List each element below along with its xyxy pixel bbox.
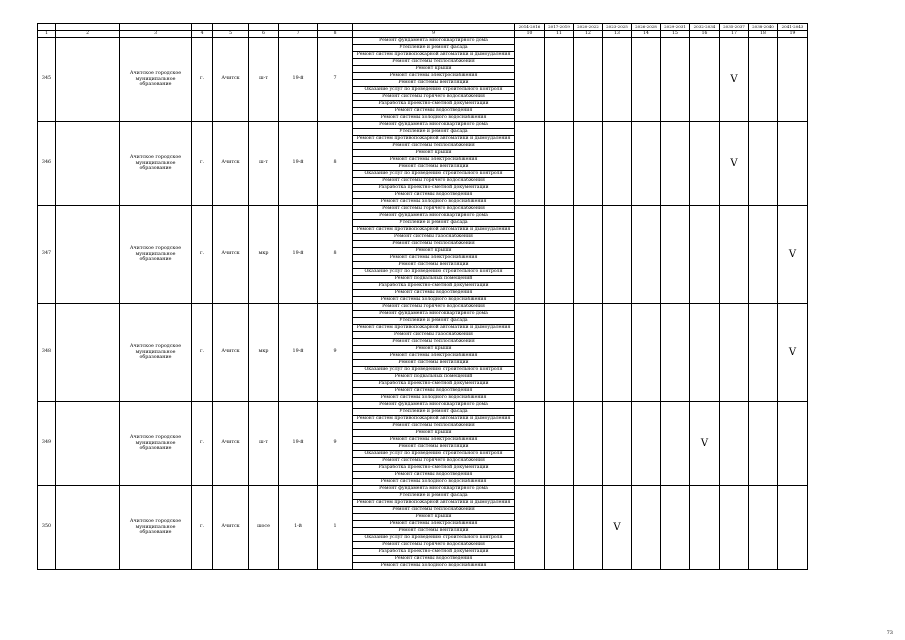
period-cell — [720, 486, 749, 570]
city-name: Ачитск — [213, 402, 249, 486]
work-item: Утепление и ремонт фасада — [353, 129, 515, 136]
period-cell — [545, 304, 574, 402]
work-item: Утепление и ремонт фасада — [353, 220, 515, 227]
settlement-type: г. — [192, 402, 213, 486]
column-8-value: 8 — [318, 206, 353, 304]
column-8-value: 9 — [318, 304, 353, 402]
column-number: 13 — [603, 31, 632, 38]
work-item: Ремонт системы теплоснабжения — [353, 507, 515, 514]
period-cell — [515, 486, 545, 570]
work-item: Утепление и ремонт фасада — [353, 409, 515, 416]
blank-cell — [56, 24, 120, 31]
work-item: Ремонт фундамента многоквартирного дома — [353, 486, 515, 493]
work-item: Утепление и ремонт фасада — [353, 318, 515, 325]
city-name: Ачитск — [213, 122, 249, 206]
municipality-name: Ачитское городское муниципальное образование — [120, 38, 192, 122]
table-row — [38, 402, 808, 409]
period-cell — [632, 206, 661, 304]
house-number: 19-й — [279, 304, 318, 402]
work-item: Ремонт системы электроснабжения — [353, 73, 515, 80]
house-number: 19-й — [279, 122, 318, 206]
blank-cell — [56, 38, 120, 122]
work-item: Ремонт системы теплоснабжения — [353, 241, 515, 248]
column-number: 8 — [318, 31, 353, 38]
period-cell — [778, 486, 808, 570]
municipality-name: Ачитское городское муниципальное образование — [120, 206, 192, 304]
work-item: Ремонт крыши — [353, 150, 515, 157]
period-cell — [574, 122, 603, 206]
period-mark: V — [603, 486, 632, 570]
column-number: 10 — [515, 31, 545, 38]
municipality-name: Ачитское городское муниципальное образование — [120, 486, 192, 570]
period-cell — [545, 206, 574, 304]
period-cell — [749, 38, 778, 122]
work-item: Ремонт системы водоотведения — [353, 388, 515, 395]
work-item: Ремонт системы горячего водоснабжения — [353, 458, 515, 465]
period-cell — [720, 402, 749, 486]
page-number: 73 — [886, 630, 893, 636]
work-item: Ремонт системы электроснабжения — [353, 255, 515, 262]
work-item: Разработка проектно-сметной документации — [353, 381, 515, 388]
settlement-type: г. — [192, 486, 213, 570]
column-number: 5 — [213, 31, 249, 38]
work-item: Ремонт системы холодного водоснабжения — [353, 563, 515, 570]
period-header: 2029-2031 — [661, 24, 690, 31]
street-type: шосе — [249, 486, 279, 570]
column-number: 1 — [38, 31, 56, 38]
period-cell — [690, 304, 720, 402]
work-item: Оказание услуг по проведению строительного контроля — [353, 367, 515, 374]
work-item: Ремонт системы водоотведения — [353, 556, 515, 563]
period-cell — [778, 402, 808, 486]
table-row — [38, 486, 808, 493]
period-cell — [545, 402, 574, 486]
column-number: 18 — [749, 31, 778, 38]
work-item: Ремонт систем противопожарной автоматики и дымоудаления — [353, 52, 515, 59]
work-item: Ремонт подвальных помещений — [353, 276, 515, 283]
work-item: Ремонт фундамента многоквартирного дома — [353, 402, 515, 409]
table-row — [38, 38, 808, 45]
record-number: 345 — [38, 38, 56, 122]
work-item: Ремонт системы теплоснабжения — [353, 339, 515, 346]
street-type: ш-т — [249, 122, 279, 206]
column-8-value: 1 — [318, 486, 353, 570]
period-mark: V — [720, 122, 749, 206]
work-item: Ремонт системы электроснабжения — [353, 157, 515, 164]
period-cell — [574, 38, 603, 122]
work-item: Утепление и ремонт фасада — [353, 493, 515, 500]
period-cell — [749, 486, 778, 570]
period-cell — [720, 206, 749, 304]
period-header: 2017-2019 — [545, 24, 574, 31]
period-mark: V — [778, 304, 808, 402]
blank-cell — [56, 122, 120, 206]
work-item: Утепление и ремонт фасада — [353, 45, 515, 52]
blank-cell — [38, 24, 56, 31]
work-item: Ремонт системы вентиляции — [353, 528, 515, 535]
period-mark: V — [690, 402, 720, 486]
period-cell — [632, 402, 661, 486]
table-row — [38, 206, 808, 213]
city-name: Ачитск — [213, 304, 249, 402]
record-number: 346 — [38, 122, 56, 206]
column-8-value: 8 — [318, 122, 353, 206]
work-item: Ремонт системы горячего водоснабжения — [353, 304, 515, 311]
municipality-name: Ачитское городское муниципальное образование — [120, 402, 192, 486]
period-cell — [603, 402, 632, 486]
table-row — [38, 122, 808, 129]
work-item: Ремонт системы водоотведения — [353, 108, 515, 115]
work-item: Ремонт системы горячего водоснабжения — [353, 94, 515, 101]
work-item: Оказание услуг по проведению строительного контроля — [353, 269, 515, 276]
period-cell — [574, 486, 603, 570]
work-item: Разработка проектно-сметной документации — [353, 101, 515, 108]
work-item: Ремонт системы теплоснабжения — [353, 143, 515, 150]
column-number: 14 — [632, 31, 661, 38]
work-item: Ремонт систем противопожарной автоматики и дымоудаления — [353, 500, 515, 507]
period-mark: V — [720, 38, 749, 122]
period-cell — [545, 38, 574, 122]
period-cell — [603, 206, 632, 304]
period-cell — [720, 304, 749, 402]
work-item: Ремонт подвальных помещений — [353, 374, 515, 381]
work-item: Ремонт системы горячего водоснабжения — [353, 542, 515, 549]
city-name: Ачитск — [213, 38, 249, 122]
work-item: Оказание услуг по проведению строительного контроля — [353, 171, 515, 178]
street-type: мкр — [249, 304, 279, 402]
house-number: 19-й — [279, 402, 318, 486]
period-header: 2014-2016 — [515, 24, 545, 31]
blank-cell — [192, 24, 213, 31]
period-cell — [632, 304, 661, 402]
column-number: 4 — [192, 31, 213, 38]
work-item: Ремонт фундамента многоквартирного дома — [353, 213, 515, 220]
period-cell — [661, 304, 690, 402]
street-type: ш-т — [249, 38, 279, 122]
settlement-type: г. — [192, 38, 213, 122]
period-cell — [515, 402, 545, 486]
work-item: Ремонт системы вентиляции — [353, 80, 515, 87]
blank-cell — [249, 24, 279, 31]
period-cell — [749, 206, 778, 304]
column-number: 12 — [574, 31, 603, 38]
work-item: Ремонт системы газоснабжения — [353, 332, 515, 339]
municipality-name: Ачитское городское муниципальное образование — [120, 122, 192, 206]
column-8-value: 7 — [318, 38, 353, 122]
work-item: Ремонт системы электроснабжения — [353, 437, 515, 444]
work-item: Оказание услуг по проведению строительного контроля — [353, 451, 515, 458]
period-header: 2038-2040 — [749, 24, 778, 31]
period-cell — [661, 206, 690, 304]
work-item: Ремонт крыши — [353, 514, 515, 521]
work-item: Ремонт системы холодного водоснабжения — [353, 199, 515, 206]
work-item: Ремонт системы электроснабжения — [353, 353, 515, 360]
work-item: Ремонт фундамента многоквартирного дома — [353, 38, 515, 45]
blank-cell — [56, 304, 120, 402]
work-item: Ремонт крыши — [353, 248, 515, 255]
period-cell — [515, 122, 545, 206]
period-cell — [603, 122, 632, 206]
city-name: Ачитск — [213, 206, 249, 304]
blank-cell — [56, 402, 120, 486]
period-cell — [574, 206, 603, 304]
column-number: 6 — [249, 31, 279, 38]
period-cell — [778, 122, 808, 206]
work-item: Ремонт системы горячего водоснабжения — [353, 178, 515, 185]
period-header: 2032-2034 — [690, 24, 720, 31]
period-cell — [603, 304, 632, 402]
street-type: ш-т — [249, 402, 279, 486]
settlement-type: г. — [192, 206, 213, 304]
period-cell — [690, 206, 720, 304]
column-number: 7 — [279, 31, 318, 38]
blank-cell — [56, 486, 120, 570]
blank-cell — [120, 24, 192, 31]
period-header-row — [38, 24, 808, 31]
house-number: 1-й — [279, 486, 318, 570]
work-item: Ремонт системы холодного водоснабжения — [353, 115, 515, 122]
column-number: 3 — [120, 31, 192, 38]
work-item: Ремонт системы теплоснабжения — [353, 423, 515, 430]
work-item: Ремонт системы холодного водоснабжения — [353, 297, 515, 304]
period-cell — [574, 304, 603, 402]
column-number: 2 — [56, 31, 120, 38]
work-item: Ремонт систем противопожарной автоматики и дымоудаления — [353, 136, 515, 143]
period-cell — [661, 486, 690, 570]
period-cell — [545, 486, 574, 570]
work-item: Разработка проектно-сметной документации — [353, 185, 515, 192]
blank-cell — [318, 24, 353, 31]
column-number: 9 — [353, 31, 515, 38]
work-item: Ремонт систем противопожарной автоматики и дымоудаления — [353, 416, 515, 423]
period-cell — [632, 122, 661, 206]
street-type: мкр — [249, 206, 279, 304]
work-item: Ремонт фундамента многоквартирного дома — [353, 122, 515, 129]
municipality-name: Ачитское городское муниципальное образование — [120, 304, 192, 402]
period-cell — [690, 486, 720, 570]
work-item: Ремонт системы водоотведения — [353, 192, 515, 199]
blank-cell — [213, 24, 249, 31]
period-header: 2041-2043 — [778, 24, 808, 31]
work-item: Разработка проектно-сметной документации — [353, 465, 515, 472]
period-cell — [574, 402, 603, 486]
period-cell — [515, 304, 545, 402]
period-header: 2023-2025 — [603, 24, 632, 31]
table-row — [38, 304, 808, 311]
period-cell — [515, 38, 545, 122]
work-item: Ремонт системы теплоснабжения — [353, 59, 515, 66]
period-cell — [749, 402, 778, 486]
record-number: 349 — [38, 402, 56, 486]
work-item: Разработка проектно-сметной документации — [353, 549, 515, 556]
work-item: Ремонт системы водоотведения — [353, 472, 515, 479]
work-item: Ремонт систем противопожарной автоматики и дымоудаления — [353, 227, 515, 234]
period-cell — [515, 206, 545, 304]
work-item: Ремонт системы водоотведения — [353, 290, 515, 297]
period-header: 2020-2022 — [574, 24, 603, 31]
period-cell — [749, 122, 778, 206]
work-item: Ремонт системы холодного водоснабжения — [353, 395, 515, 402]
work-item: Ремонт системы газоснабжения — [353, 234, 515, 241]
blank-cell — [279, 24, 318, 31]
work-item: Оказание услуг по проведению строительного контроля — [353, 535, 515, 542]
column-number: 16 — [690, 31, 720, 38]
work-item: Ремонт системы вентиляции — [353, 360, 515, 367]
work-item: Ремонт крыши — [353, 66, 515, 73]
record-number: 348 — [38, 304, 56, 402]
work-item: Ремонт системы холодного водоснабжения — [353, 479, 515, 486]
work-item: Ремонт системы вентиляции — [353, 444, 515, 451]
blank-cell — [353, 24, 515, 31]
column-number: 19 — [778, 31, 808, 38]
period-cell — [661, 122, 690, 206]
capital-repair-table — [37, 23, 808, 570]
work-item: Ремонт крыши — [353, 430, 515, 437]
period-cell — [603, 38, 632, 122]
record-number: 350 — [38, 486, 56, 570]
period-cell — [778, 38, 808, 122]
work-item: Ремонт фундамента многоквартирного дома — [353, 311, 515, 318]
period-cell — [632, 38, 661, 122]
period-header: 2026-2028 — [632, 24, 661, 31]
work-item: Ремонт системы вентиляции — [353, 262, 515, 269]
period-cell — [690, 38, 720, 122]
period-cell — [661, 402, 690, 486]
period-mark: V — [778, 206, 808, 304]
period-cell — [749, 304, 778, 402]
period-header: 2035-2037 — [720, 24, 749, 31]
work-item: Ремонт системы вентиляции — [353, 164, 515, 171]
house-number: 19-й — [279, 206, 318, 304]
period-cell — [690, 122, 720, 206]
work-item: Ремонт системы электроснабжения — [353, 521, 515, 528]
period-cell — [632, 486, 661, 570]
column-number-row — [38, 31, 808, 38]
column-number: 15 — [661, 31, 690, 38]
period-cell — [545, 122, 574, 206]
column-number: 11 — [545, 31, 574, 38]
settlement-type: г. — [192, 122, 213, 206]
city-name: Ачитск — [213, 486, 249, 570]
work-item: Оказание услуг по проведению строительного контроля — [353, 87, 515, 94]
settlement-type: г. — [192, 304, 213, 402]
work-item: Ремонт системы горячего водоснабжения — [353, 206, 515, 213]
period-cell — [661, 38, 690, 122]
work-item: Разработка проектно-сметной документации — [353, 283, 515, 290]
blank-cell — [56, 206, 120, 304]
house-number: 19-й — [279, 38, 318, 122]
column-8-value: 9 — [318, 402, 353, 486]
column-number: 17 — [720, 31, 749, 38]
work-item: Ремонт крыши — [353, 346, 515, 353]
record-number: 347 — [38, 206, 56, 304]
work-item: Ремонт систем противопожарной автоматики и дымоудаления — [353, 325, 515, 332]
